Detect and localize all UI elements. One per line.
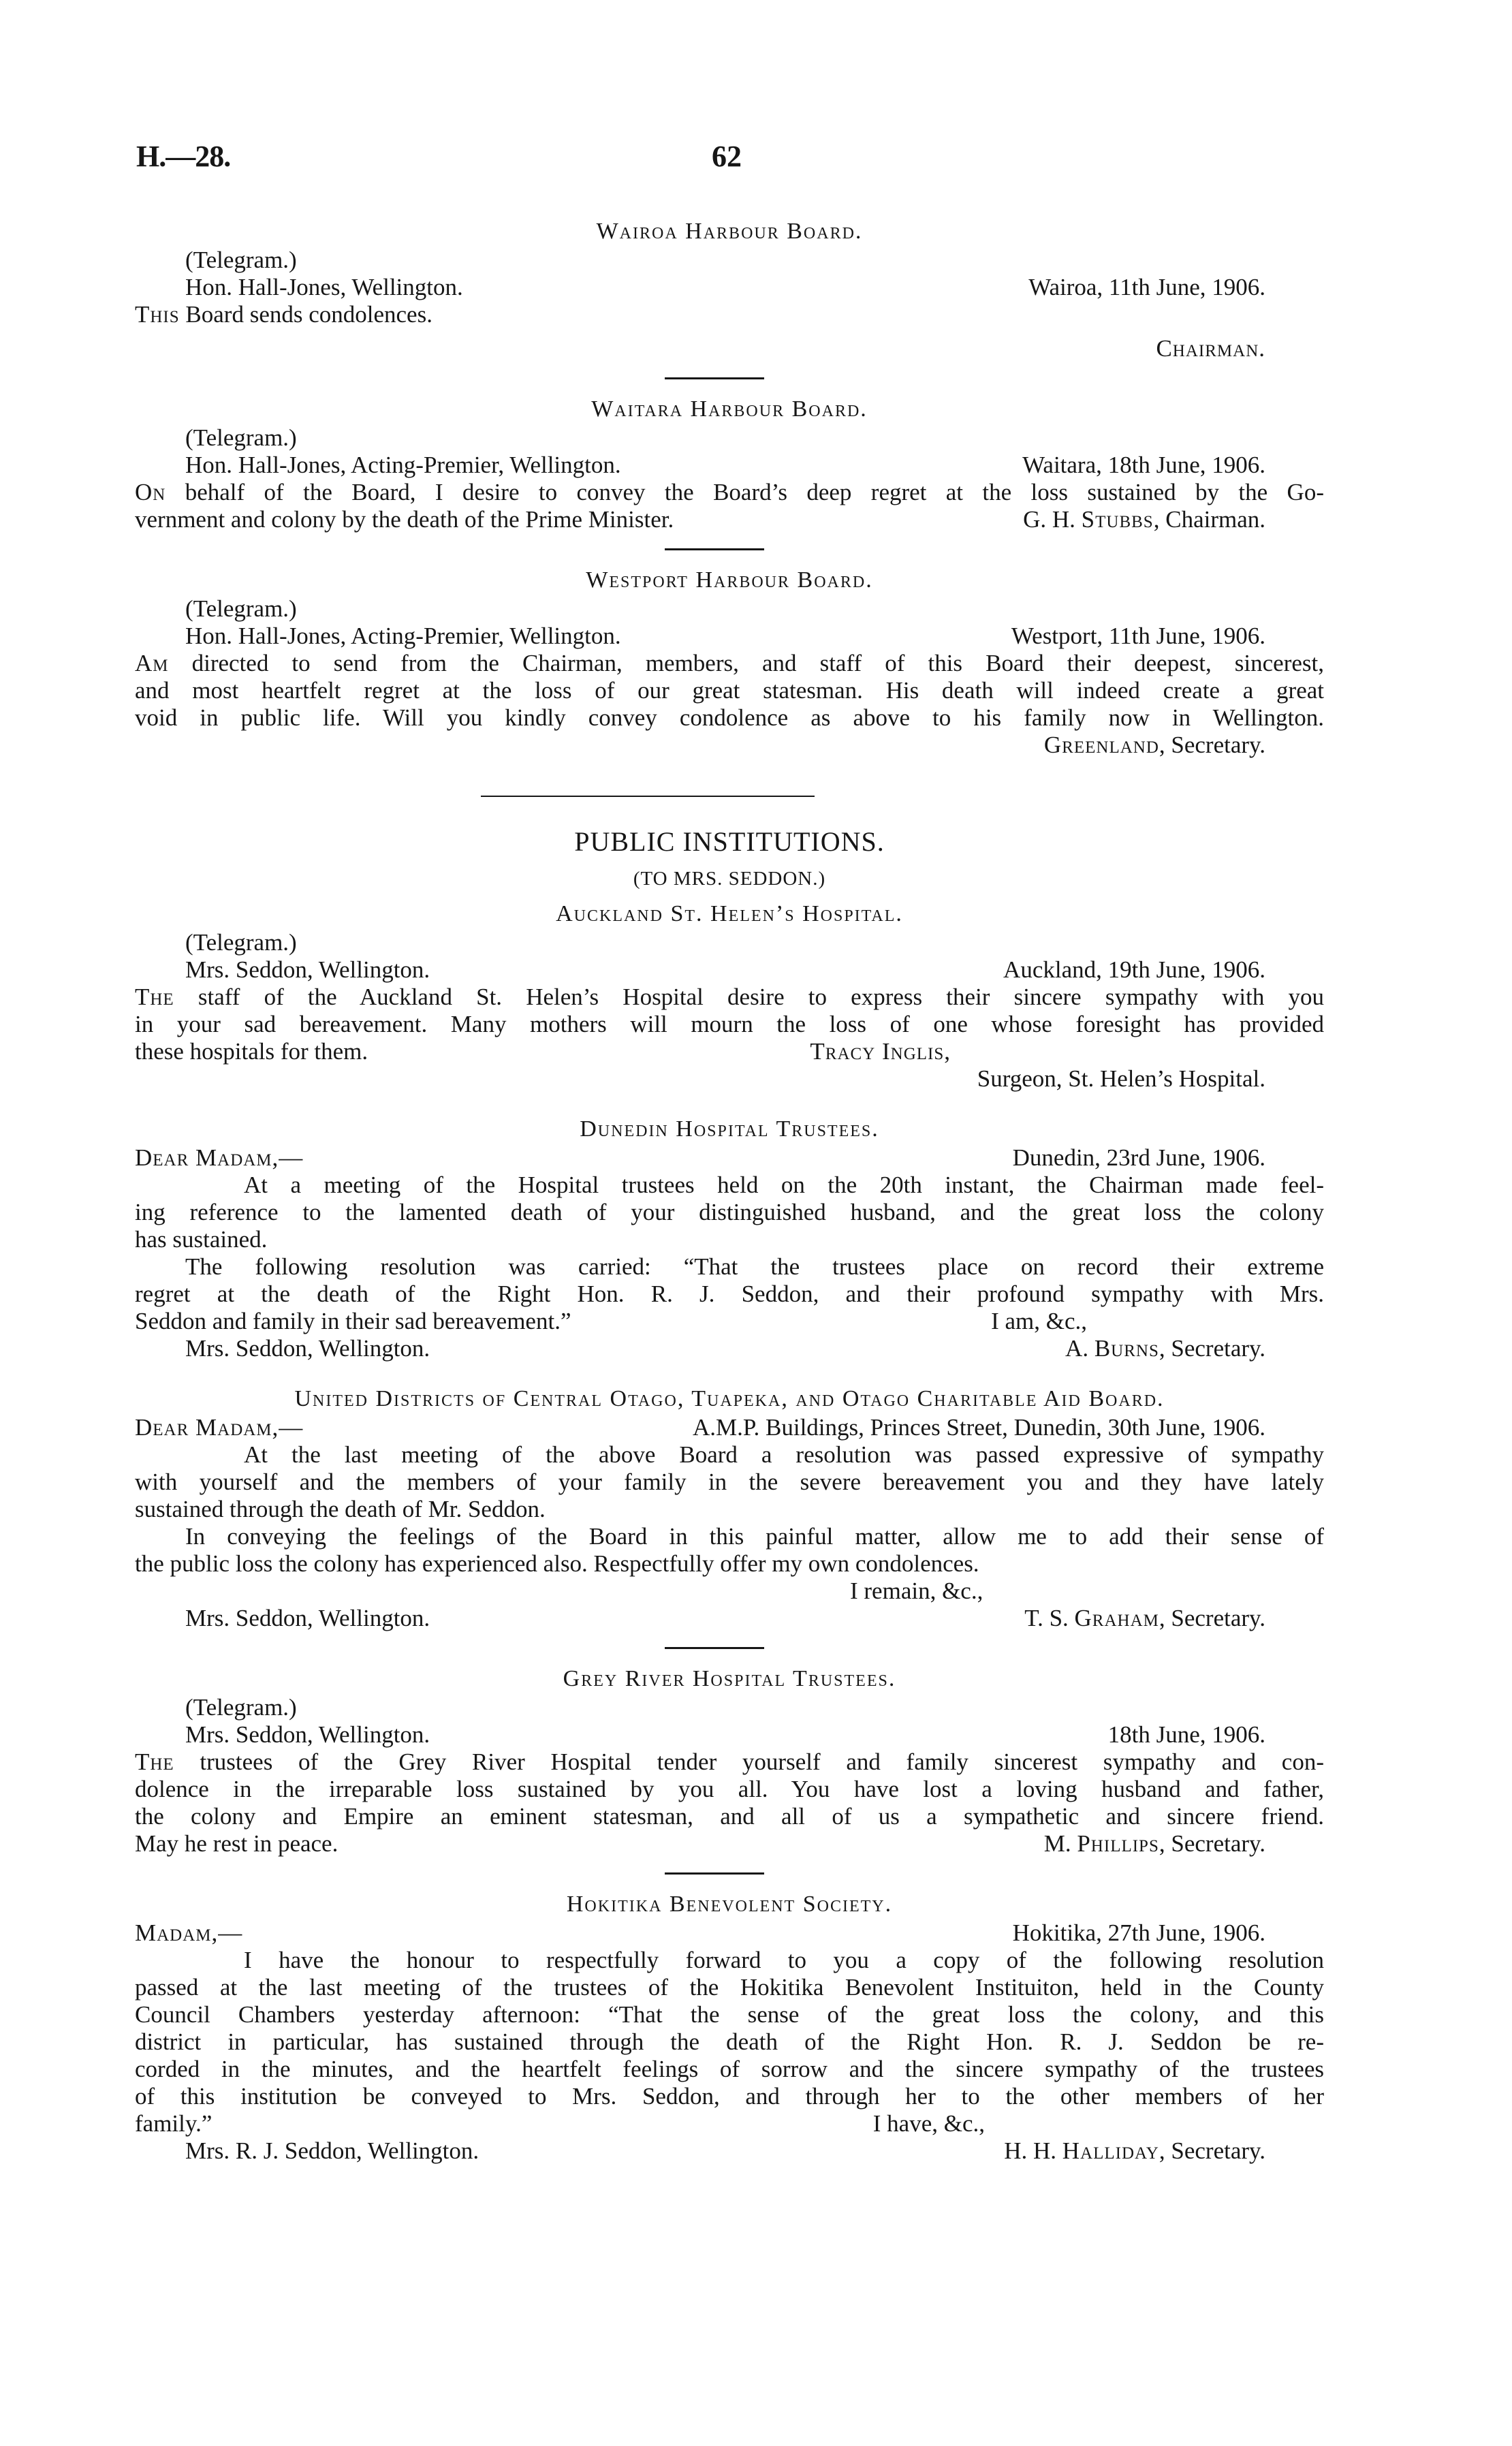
otago-p1-line-2: with yourself and the members of your family in the severe bereavement you and they have lately	[135, 1469, 1324, 1495]
hokitika-closing-line	[135, 2110, 1324, 2137]
otago-p1-line-3: sustained through the death of Mr. Seddon.	[135, 1496, 546, 1522]
dunedin-p2-line-2: regret at the death of the Right Hon. R. J. Seddon, and their profound sympathy with Mrs.	[135, 1281, 1324, 1307]
westport-signature-title: , Secretary.	[1159, 732, 1265, 758]
hokitika-body-line-1: I have the honour to respectfully forward to you a copy of the following resolution	[244, 1947, 1324, 1973]
grey-river-body-text: trustees of the Grey River Hospital tender yourself and family sincerest sympathy and con-	[174, 1749, 1324, 1775]
grey-river-body-opening: The	[135, 1749, 174, 1775]
section-divider	[665, 1647, 764, 1649]
wairoa-telegram: (Telegram.)	[185, 247, 297, 273]
st-helens-body-line-3: these hospitals for them.	[135, 1038, 368, 1065]
waitara-body-text: behalf of the Board, I desire to convey the Board’s deep regret at the loss sustained by the Go-	[166, 479, 1324, 505]
otago-signature	[1024, 1605, 1324, 1632]
westport-signature-name: Greenland	[1043, 732, 1159, 758]
otago-signature-name: Graham	[1074, 1605, 1159, 1631]
major-divider	[481, 796, 815, 797]
dunedin-heading: Dunedin Hospital Trustees.	[580, 1116, 879, 1142]
otago-salutation: Dear Madam,—	[135, 1414, 304, 1441]
dunedin-p1-line-2: ing reference to the lamented death of your distinguished husband, and the great loss the colony	[135, 1199, 1324, 1225]
hokitika-signature-initials: H. H.	[1004, 2137, 1062, 2164]
dunedin-salutation-line	[135, 1144, 1324, 1172]
hokitika-signature	[1004, 2137, 1324, 2165]
otago-place-date: A.M.P. Buildings, Princes Street, Dunedin, 30th June, 1906.	[693, 1414, 1265, 1441]
waitara-signature-initials: G. H.	[1023, 506, 1082, 533]
waitara-body-line-2: vernment and colony by the death of the Prime Minister.	[135, 506, 674, 533]
otago-addressee: Mrs. Seddon, Wellington.	[185, 1605, 430, 1631]
westport-body-line-3: void in public life. Will you kindly convey condolence as above to his family now in Wellington.	[135, 704, 1324, 731]
westport-place-date: Westport, 11th June, 1906.	[1011, 623, 1265, 649]
waitara-heading: Waitara Harbour Board.	[591, 396, 868, 422]
waitara-signature-title: , Chairman.	[1153, 506, 1265, 533]
hokitika-body-line-7: family.”	[135, 2110, 212, 2137]
westport-telegram: (Telegram.)	[185, 595, 297, 622]
otago-signature-initials: T. S.	[1024, 1605, 1075, 1631]
hokitika-salutation-line	[135, 1919, 1324, 1947]
dunedin-closing: I am, &c.,	[991, 1308, 1087, 1334]
wairoa-heading: Wairoa Harbour Board.	[596, 219, 863, 244]
waitara-body-line	[135, 479, 1324, 506]
dunedin-signature	[1065, 1335, 1324, 1362]
waitara-body-opening: On	[135, 479, 166, 505]
westport-body-line-2: and most heartfelt regret at the loss of our great statesman. His death will indeed create a great	[135, 677, 1324, 704]
grey-river-signature-title: , Secretary.	[1159, 1830, 1265, 1857]
public-institutions-subtitle: (TO MRS. SEDDON.)	[633, 868, 826, 890]
page-number: 62	[712, 140, 742, 173]
westport-body-opening: Am	[135, 650, 169, 676]
dunedin-addressee: Mrs. Seddon, Wellington.	[185, 1335, 430, 1362]
grey-river-body-line-3: the colony and Empire an eminent statesman, and all of us a sympathetic and sincere friend.	[135, 1803, 1324, 1830]
public-institutions-title: PUBLIC INSTITUTIONS.	[574, 826, 885, 857]
grey-river-body-line-1	[135, 1749, 1324, 1776]
dunedin-salutation: Dear Madam,—	[135, 1144, 304, 1171]
waitara-telegram: (Telegram.)	[185, 424, 297, 451]
dunedin-closing-line	[135, 1308, 1324, 1335]
hokitika-body-line-3: Council Chambers yesterday afternoon: “That the sense of the great loss the colony, and this	[135, 2001, 1324, 2028]
grey-river-signature-initials: M.	[1043, 1830, 1077, 1857]
otago-p2-line-2: the public loss the colony has experienced also. Respectfully offer my own condolences.	[135, 1550, 979, 1577]
westport-heading: Westport Harbour Board.	[586, 567, 873, 593]
grey-river-signature	[1044, 1830, 1324, 1857]
hokitika-salutation: Madam,—	[135, 1919, 243, 1946]
hokitika-closing: I have, &c.,	[872, 2110, 985, 2137]
otago-closing: I remain, &c.,	[850, 1578, 983, 1604]
section-divider	[665, 377, 764, 379]
hokitika-body-line-6: of this institution be conveyed to Mrs. Seddon, and through her to the other members of her	[135, 2083, 1324, 2110]
otago-salutation-line	[135, 1414, 1324, 1441]
wairoa-body-text: Board sends condolences.	[179, 301, 432, 328]
grey-river-signature-name: Phillips	[1077, 1830, 1159, 1857]
section-divider	[665, 1872, 764, 1875]
grey-river-address-line	[135, 1721, 1324, 1749]
westport-addressee: Hon. Hall-Jones, Acting-Premier, Wellington.	[185, 623, 621, 649]
st-helens-closing-line	[135, 1038, 1324, 1065]
waitara-closing-line	[135, 506, 1324, 533]
wairoa-body	[135, 301, 1324, 328]
grey-river-addressee: Mrs. Seddon, Wellington.	[185, 1721, 430, 1748]
westport-address-line	[135, 623, 1324, 650]
westport-body-line-1	[135, 650, 1324, 677]
wairoa-signature: Chairman.	[1156, 335, 1265, 362]
st-helens-place-date: Auckland, 19th June, 1906.	[1003, 956, 1265, 983]
grey-river-heading: Grey River Hospital Trustees.	[563, 1666, 896, 1691]
dunedin-place-date: Dunedin, 23rd June, 1906.	[1012, 1144, 1265, 1171]
grey-river-body-line-4: May he rest in peace.	[135, 1830, 338, 1857]
st-helens-signature-title: Surgeon, St. Helen’s Hospital.	[977, 1065, 1265, 1092]
otago-salutation-group	[135, 1414, 303, 1441]
hokitika-signature-name: Halliday	[1062, 2137, 1159, 2164]
hokitika-addressee: Mrs. R. J. Seddon, Wellington.	[185, 2137, 479, 2164]
st-helens-body-opening: The	[135, 984, 174, 1010]
hokitika-signature-title: , Secretary.	[1159, 2137, 1265, 2164]
waitara-place-date: Waitara, 18th June, 1906.	[1022, 452, 1265, 478]
dunedin-p1-line-3: has sustained.	[135, 1226, 268, 1253]
wairoa-place-date: Wairoa, 11th June, 1906.	[1028, 274, 1265, 300]
waitara-address-line	[135, 452, 1324, 479]
dunedin-signature-name: Burns	[1094, 1335, 1159, 1362]
hokitika-body-line-4: district in particular, has sustained through the death of the Right Hon. R. J. Seddon be re-	[135, 2028, 1324, 2055]
dunedin-signature-line	[135, 1335, 1324, 1362]
otago-p1-line-1: At the last meeting of the above Board a resolution was passed expressive of sympathy	[244, 1441, 1324, 1468]
westport-body-text: directed to send from the Chairman, members, and staff of this Board their deepest, sincerest,	[168, 650, 1324, 676]
st-helens-addressee: Mrs. Seddon, Wellington.	[185, 956, 430, 983]
hokitika-body-line-2: passed at the last meeting of the trustees of the Hokitika Benevolent Instituiton, held in the County	[135, 1974, 1324, 2001]
st-helens-body-line-2: in your sad bereavement. Many mothers will mourn the loss of one whose foresight has provided	[135, 1011, 1324, 1037]
waitara-signature	[1023, 506, 1324, 533]
wairoa-address-line	[135, 274, 1324, 301]
dunedin-signature-initials: A.	[1065, 1335, 1094, 1362]
grey-river-closing-line	[135, 1830, 1324, 1857]
document-id: H.—28.	[136, 140, 231, 173]
dunedin-p2-line-1: The following resolution was carried: “That the trustees place on record their extreme	[185, 1253, 1324, 1280]
dunedin-signature-title: , Secretary.	[1159, 1335, 1265, 1362]
otago-signature-line	[135, 1605, 1324, 1632]
st-helens-telegram: (Telegram.)	[185, 929, 297, 956]
st-helens-heading: Auckland St. Helen’s Hospital.	[556, 901, 903, 926]
text-column	[135, 210, 1324, 2165]
wairoa-body-opening: This	[135, 301, 180, 328]
westport-signature	[135, 732, 1324, 759]
waitara-addressee: Hon. Hall-Jones, Acting-Premier, Wellington.	[185, 452, 621, 478]
st-helens-body-text: staff of the Auckland St. Helen’s Hospital desire to express their sincere sympathy with you	[174, 984, 1324, 1010]
dunedin-p2-line-3: Seddon and family in their sad bereavement.”	[135, 1308, 571, 1334]
grey-river-body-line-2: dolence in the irreparable loss sustained by you all. You have lost a loving husband and father,	[135, 1776, 1324, 1802]
otago-heading: United Districts of Central Otago, Tuapeka, and Otago Charitable Aid Board.	[294, 1386, 1165, 1411]
st-helens-body-line-1	[135, 984, 1324, 1011]
wairoa-addressee: Hon. Hall-Jones, Wellington.	[185, 274, 463, 300]
otago-p2-line-1: In conveying the feelings of the Board in this painful matter, allow me to add their sense of	[185, 1523, 1324, 1550]
grey-river-place-date: 18th June, 1906.	[1107, 1721, 1265, 1748]
hokitika-place-date: Hokitika, 27th June, 1906.	[1012, 1919, 1265, 1946]
hokitika-heading: Hokitika Benevolent Society.	[566, 1892, 893, 1917]
waitara-signature-name: Stubbs	[1081, 506, 1154, 533]
st-helens-signature-name: Tracy Inglis,	[810, 1038, 951, 1065]
section-divider	[665, 548, 764, 550]
hokitika-signature-line	[135, 2137, 1324, 2165]
otago-signature-title: , Secretary.	[1159, 1605, 1265, 1631]
st-helens-address-line	[135, 956, 1324, 984]
hokitika-body-line-5: corded in the minutes, and the heartfelt feelings of sorrow and the sincere sympathy of the trustees	[135, 2056, 1324, 2082]
dunedin-p1-line-1: At a meeting of the Hospital trustees held on the 20th instant, the Chairman made feel-	[244, 1172, 1324, 1198]
grey-river-telegram: (Telegram.)	[185, 1694, 297, 1721]
